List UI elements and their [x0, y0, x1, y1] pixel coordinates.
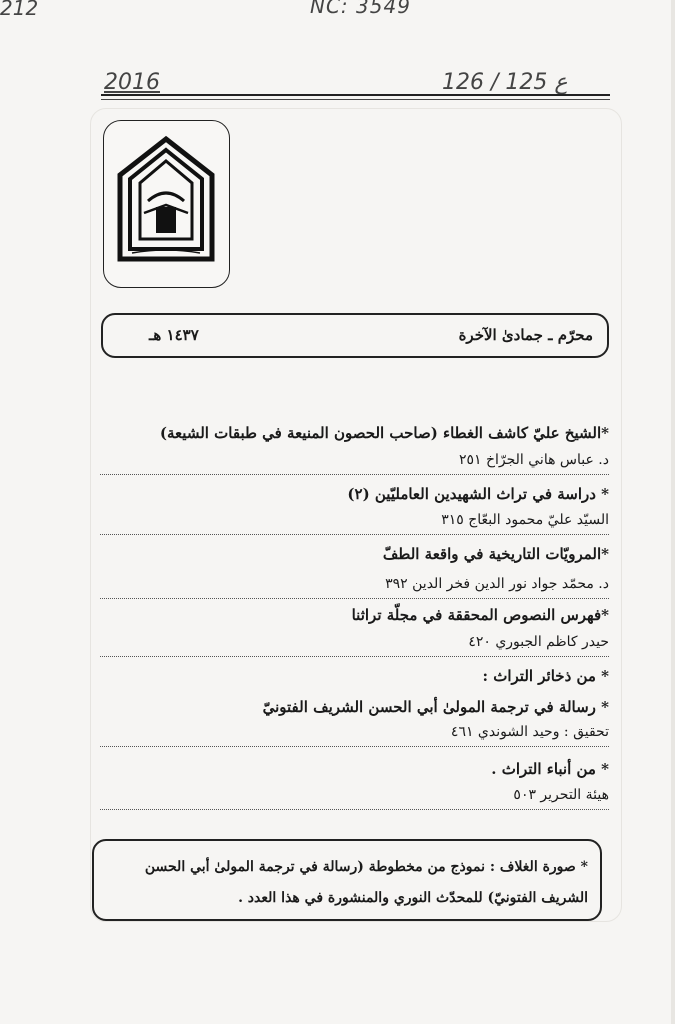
issue-year: ١٤٣٧ هـ — [149, 326, 199, 344]
toc-author-row — [0, 724, 675, 744]
toc-leader — [100, 452, 609, 475]
cover-note-line-2: الشريف الفتونيّ) للمحدّث النوري والمنشورة في هذا العدد . — [238, 890, 588, 906]
toc-leader — [100, 724, 609, 747]
accession-number: NC: 3549 — [310, 0, 411, 18]
toc-author: هيئة التحرير ٥٠٣ — [505, 787, 609, 803]
toc-author: د. محمّد جواد نور الدين فخر الدين ٣٩٢ — [377, 576, 609, 592]
cover-note-box — [92, 839, 602, 921]
toc-title: * من أنباء التراث . — [491, 760, 609, 778]
toc-leader — [100, 634, 609, 657]
toc-leader — [100, 576, 609, 599]
toc-title: * رسالة في ترجمة المولىٰ أبي الحسن الشريف الفتونيّ — [262, 698, 609, 716]
toc-author: تحقيق : وحيد الشوندي ٤٦١ — [443, 724, 609, 740]
logo-frame — [103, 120, 230, 288]
toc-author: السيّد عليّ محمود البعّاج ٣١٥ — [433, 512, 609, 528]
toc-title: * من ذخائر التراث : — [482, 667, 609, 685]
toc-author-row — [0, 512, 675, 532]
corner-annotation: 212 — [0, 0, 39, 20]
toc-entry — [0, 424, 675, 444]
toc-author-row — [0, 634, 675, 654]
issue-months: محرّم ـ جمادىٰ الآخرة — [458, 326, 593, 344]
issue-annotation: 126 / 125 ع — [442, 70, 568, 95]
toc-author-row — [0, 576, 675, 596]
toc-leader — [100, 512, 609, 535]
toc-author: حيدر كاظم الجبوري ٤٢٠ — [460, 634, 609, 650]
cover-note — [106, 852, 588, 914]
toc-title: * دراسة في تراث الشهيدين العامليّين (٢) — [347, 485, 609, 503]
toc-title: *المرويّات التاريخية في واقعة الطفّ — [382, 545, 609, 563]
toc-title: *الشيخ عليّ كاشف الغطاء (صاحب الحصون المنيعة في طبقات الشيعة) — [159, 424, 609, 442]
toc-entry — [0, 545, 675, 565]
toc-author-row — [0, 787, 675, 807]
date-box — [101, 313, 609, 358]
cover-note-line-1: * صورة الغلاف : نموذج من مخطوطة (رسالة في ترجمة المولىٰ أبي الحسن — [144, 859, 588, 875]
toc-author-row — [0, 452, 675, 472]
toc-entry — [0, 606, 675, 626]
year-annotation: 2016 — [104, 70, 160, 95]
header-rule-thin — [101, 99, 610, 100]
toc-entry — [0, 667, 675, 687]
toc-entry — [0, 698, 675, 718]
toc-entry — [0, 485, 675, 505]
toc-author: د. عباس هاني الجرّاخ ٢٥١ — [451, 452, 609, 468]
toc-leader — [100, 787, 609, 810]
logo-icon — [112, 135, 220, 267]
toc-entry — [0, 760, 675, 780]
header-rule — [101, 94, 610, 96]
toc-title: *فهرس النصوص المحققة في مجلّة تراثنا — [351, 606, 609, 624]
